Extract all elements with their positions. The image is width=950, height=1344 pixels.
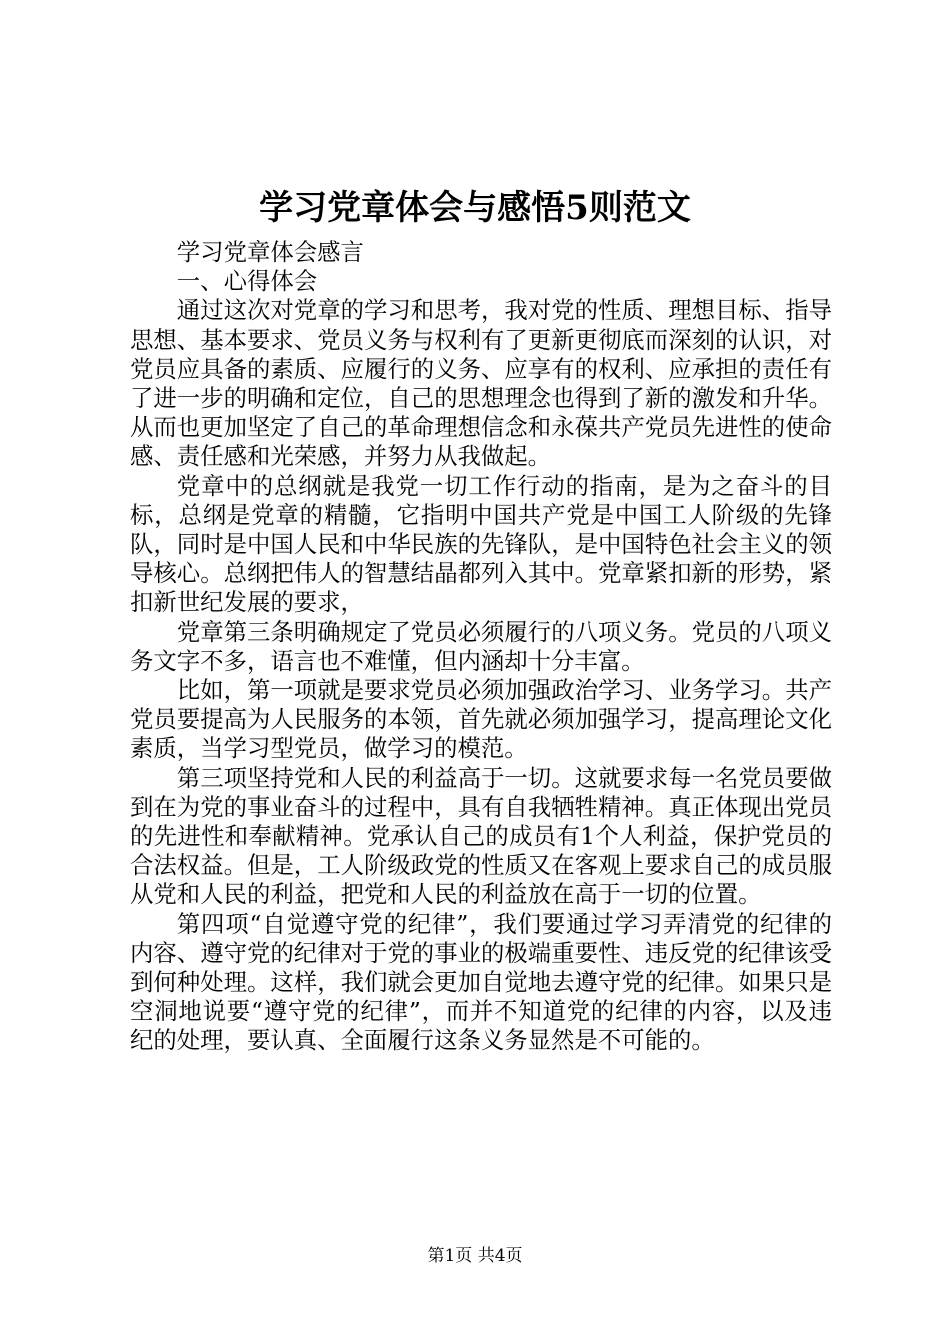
body-paragraph: 比如，第一项就是要求党员必须加强政治学习、业务学习。共产党员要提高为人民服务的本领，首先就必须加强学习，提高理论文化素质，当学习型党员，做学习的模范。 (130, 676, 832, 763)
document-body (130, 238, 832, 1056)
body-paragraph: 通过这次对党章的学习和思考，我对党的性质、理想目标、指导思想、基本要求、党员义务与权利有了更新更彻底而深刻的认识，对党员应具备的素质、应履行的义务、应享有的权利、应承担的责任有了进一步的明确和定位，自己的思想理念也得到了新的激发和升华。从而也更加坚定了自己的革命理想信念和永葆共产党员先进性的使命感、责任感和光荣感，并努力从我做起。 (130, 296, 832, 471)
page-number: 第1页 共4页 (427, 1246, 523, 1266)
section-heading: 学习党章体会感言 (176, 238, 364, 266)
body-paragraph: 第三项坚持党和人民的利益高于一切。这就要求每一名党员要做到在为党的事业奋斗的过程中，具有自我牺牲精神。真正体现出党员的先进性和奉献精神。党承认自己的成员有1个人利益，保护党员的合法权益。但是，工人阶级政党的性质又在客观上要求自己的成员服从党和人民的利益，把党和人民的利益放在高于一切的位置。 (130, 763, 832, 909)
document-title: 学习党章体会与感悟5则范文 (259, 188, 691, 228)
subsection-heading: 一、心得体会 (176, 267, 318, 296)
body-paragraph: 第四项“自觉遵守党的纪律”，我们要通过学习弄清党的纪律的内容、遵守党的纪律对于党的事业的极端重要性、违反党的纪律该受到何种处理。这样，我们就会更加自觉地去遵守党的纪律。如果只是空洞地说要“遵守党的纪律”，而并不知道党的纪律的内容，以及违纪的处理，要认真、全面履行这条义务显然是不可能的。 (130, 909, 832, 1055)
body-paragraph: 党章中的总纲就是我党一切工作行动的指南，是为之奋斗的目标，总纲是党章的精髓，它指明中国共产党是中国工人阶级的先锋队，同时是中国人民和中华民族的先锋队，是中国特色社会主义的领导核心。总纲把伟人的智慧结晶都列入其中。党章紧扣新的形势，紧扣新世纪发展的要求， (130, 471, 832, 617)
body-paragraph: 党章第三条明确规定了党员必须履行的八项义务。党员的八项义务文字不多，语言也不难懂，但内涵却十分丰富。 (130, 617, 832, 675)
